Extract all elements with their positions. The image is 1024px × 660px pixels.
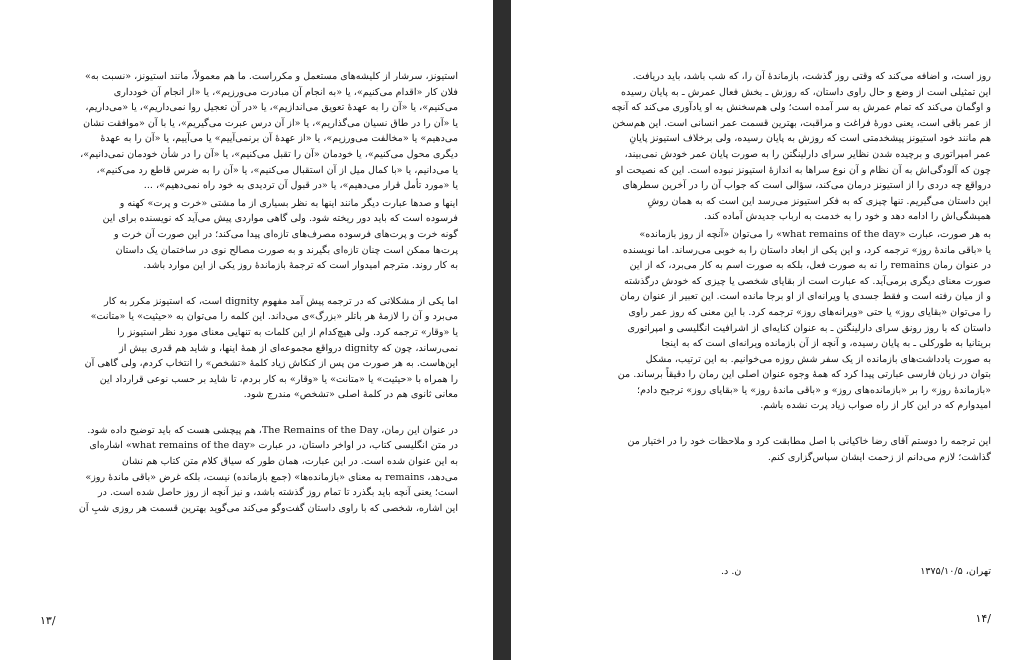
right-page-text: [573, 69, 991, 465]
translator-date: تهران، ۱۳۷۵/۱۰/۵: [920, 566, 991, 577]
translator-signature: ن. د.: [721, 566, 742, 577]
right-page-number: ۱۴/: [975, 612, 991, 625]
book-gutter: [493, 0, 511, 660]
right-paragraph-3: این ترجمه را دوستم آقای رضا خاکیانی با اصل مطابقت کرد و ملاحظات خود را در اختیار من گذاشت؛ لازم می‌دانم از زحمت ایشان سپاس‌گزاری کنم.: [627, 436, 991, 463]
left-paragraph-1: استیونز، سرشار از کلیشه‌های مستعمل و مکرراست. ما هم معمولاً، مانند استیونز، «نسبت به» فلان کار «اقدام می‌کنیم»، یا «به انجام آن مبادرت می‌ورزیم»، یا «از انجام آن خودداری می‌کنیم»، یا «آن را به عهدهٔ تعویق می‌اندازیم»، یا «در آن تعجیل روا نمی‌داریم»، یا «می‌داریم، یا «آن را در طاق نسیان می‌گذاریم»، یا «از آن درس عبرت می‌گیریم»، یا با آن «موافقت نشان می‌دهیم» یا «مخالفت می‌ورزیم»، یا «از عهدهٔ آن برنمی‌آییم» یا می‌آییم، یا «آن را به عهدهٔ دیگری محول می‌کنیم»، یا خودمان «آن را تقبل می‌کنیم»، یا «آن را در شأن خودمان نمی‌دانیم»، یا می‌دانیم، یا «با کمال میل از آن استقبال می‌کنیم»، یا «آن را به ضرس قاطع رد می‌کنیم»، یا «مورد تأمل قرار می‌دهیم»، یا «در قبول آن تردیدی به خود راه نمی‌دهیم»، ...: [80, 71, 458, 192]
left-page-text: [40, 69, 458, 516]
right-page: [511, 0, 1024, 660]
left-paragraph-2: اینها و صدها عبارت دیگر مانند اینها به نظر بسیاری از ما مشتی «خرت و پرت» کهنه و فرسوده است که باید دور ریخته شود. ولی گاهی مواردی پیش می‌آید که نویسنده برای این گونه خرت و پرت‌های فرسوده مصرف‌های تازه‌ای پیدا می‌کند؛ در این صورت آن خرت و پرت‌ها ممکن است چنان تازه‌ای بگیرند و به صورت مصالح نوی در ساختمان یک داستان به کار روند. مترجم امیدوار است که ترجمهٔ بازماندهٔ روز یکی از این موارد باشد.: [102, 197, 458, 272]
left-paragraph-3: اما یکی از مشکلاتی که در ترجمه پیش آمد مفهوم dignity است، که استیونز مکرر به کار می‌برد و آن را لازمهٔ هر باتلر «بزرگ»ی می‌داند. این کلمه را می‌توان به «حیثیت» یا «متانت» یا «وقار» ترجمه کرد. ولی هیچ‌کدام از این کلمات به تنهایی معنای مورد نظر استیونز را نمی‌رساند، چون که dignity درواقع مجموعه‌ای از همهٔ اینها، و شاید هم قدری بیش از این‌هاست. به هر صورت من پس از کنکاش زیاد کلمهٔ «تشخص» را انتخاب کردم، ولی گاهی آن را همراه با «حیثیت» یا «متانت» یا «وقار» به کار بردم، تا شاید بر حسب نوعی قرارداد این معانی ثانوی هم در کلمهٔ اصلی «تشخص» مندرج شود.: [84, 295, 458, 401]
right-paragraph-1: روز است، و اضافه می‌کند که وقتی روز گذشت، بازماندهٔ آن را، که شب باشد، باید دریافت. این تمثیلی است از وضع و حال راوی داستان، که روزش ـ بخش فعال عمرش ـ به پایان رسیده و اوگمان می‌کند که تمام عمرش به سر آمده است؛ ولی هم‌سخنش به او یادآوری می‌کند که آنچه از عمر باقی است، یعنی دورهٔ فراغت و مراقبت، بهترین قسمت عمر انسانی است. این هم‌سخن هم مانند خود استیونز پیشخدمتی است که روزش به پایان رسیده، ولی برخلاف استیونز پایانِ عمر امپراتوری و برچیده شدن نظایر سرای دارلینگتن را به صورت پایان عمر خودش نمی‌بیند، چون که آلودگی‌اش به آن نظام و آن نوع سراها به اندازهٔ استیونز نبوده است. این که نصیحت او درواقع چه دردی را از استیونز درمان می‌کند، سؤالی است که جواب آن را در آخرین سطرهای این داستان می‌گیریم. تنها چیزی که به فکر استیونز می‌رسد این است که به همان روشِ همیشگی‌اش را ادامه دهد و خود را به خدمت به ارباب جدیدش آماده کند.: [611, 71, 991, 223]
left-paragraph-4: در عنوان این رمان، The Remains of the Day، هم پیچشی هست که باید توضیح داده شود. در متن انگلیسی کتاب، در اواخر داستان، در عبارت «what remains of the day» اشاره‌ای به این عنوان شده است. در این عبارت، همان طور که سیاق کلام متن کتاب هم نشان می‌دهد، remains به معنای «بازمانده‌ها» (جمع بازمانده) نیست، بلکه غرض «باقی ماندهٔ روز» است؛ یعنی آنچه باید بگذرد تا تمام روز گذشته باشد، و نیز آنچه از روز حاصل شده است. در این اشاره، شخصی که با راوی داستان گفت‌وگو می‌کند می‌گوید بهترین قسمت هر روزی شبِ آن: [78, 424, 458, 514]
right-paragraph-2: به هر صورت، عبارت «what remains of the day» را می‌توان «آنچه از روز بازمانده» یا «باقی ماندهٔ روز» ترجمه کرد، و این یکی از ابعاد داستان را به خوبی می‌رساند. اما نویسنده در عنوان رمان remains را نه به صورت فعل، بلکه به صورت اسم به کار می‌برد، که از این صورت معنای دیگری برمی‌آید. که عبارت است از بقایای شخصی یا چیزی که خودش درگذشته و از میان رفته است و فقط جسدی یا ویرانه‌ای از او برجا مانده است. این تعبیر از عنوان رمان را می‌توان «بقایای روز» یا حتی «ویرانه‌های روز» ترجمه کرد. با این معنی که روز عمر راوی داستان که با روز رونق سرای دارلینگتن ـ به عنوان کنایه‌ای از اشرافیت انگلیسی و امپراتوری بریتانیا به طورکلی ـ به پایان رسیده، و آنچه از آن بازمانده ویرانه‌ای است که به اینجا به صورت یادداشت‌های بازمانده از یک سفر شش روزه می‌خوانیم. به این ترتیب، مشکل بتوان در زبان فارسی عبارتی پیدا کرد که همهٔ وجوه عنوان اصلی این رمان را دقیقاً برساند. من «بازماندهٔ روز» را بر «بازمانده‌های روز» و «باقی ماندهٔ روز» یا «بقایای روز» ترجیح دادم؛ امیدوارم که در این کار از راه صواب زیاد پرت نشده باشم.: [617, 228, 991, 412]
left-page-number: ۱۳/: [40, 614, 56, 627]
left-page: [0, 0, 493, 660]
